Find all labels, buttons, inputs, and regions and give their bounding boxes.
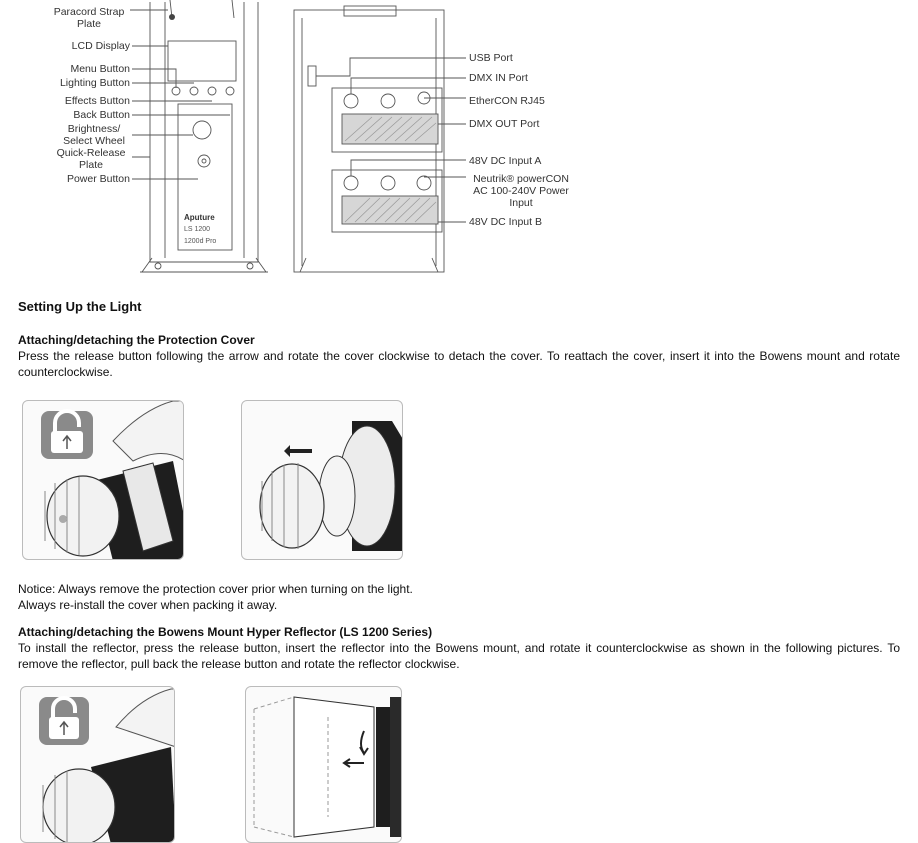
cover-detach-photo-1 (22, 400, 184, 560)
label-48v-dc-input-a: 48V DC Input A (469, 155, 542, 167)
notice-line-1: Notice: Always remove the protection cover prior when turning on the light. (18, 582, 413, 596)
label-back-button: Back Button (73, 109, 130, 121)
brand-model-text: LS 1200 (184, 226, 211, 233)
cover-instructions: Press the release button following the arrow and rotate the cover clockwise to detach the cover. To reattach the cover, insert it into the Bowens mount and rotate counterclockwise. (18, 349, 900, 379)
label-quick-release-plate: Quick-Release Plate (56, 147, 126, 171)
label-brightness-select-wheel: Brightness/ Select Wheel (63, 123, 125, 147)
label-48v-dc-input-b: 48V DC Input B (469, 216, 542, 228)
control-box-diagram (0, 0, 918, 280)
reflector-attach-photo-2 (245, 686, 402, 843)
label-menu-button: Menu Button (70, 63, 130, 75)
label-usb-port: USB Port (469, 52, 513, 64)
cover-detach-photo-2 (241, 400, 403, 560)
reflector-instructions: To install the reflector, press the release button, insert the reflector into the Bowens mount, and rotate it counterclockwise as shown in the following pictures. To remove the reflector, pull back the release button and rotate the reflector clockwise. (18, 641, 900, 671)
brand-variant-text: 1200d Pro (184, 238, 217, 245)
notice-line-2: Always re-install the cover when packing it away. (18, 598, 278, 612)
label-power-button: Power Button (66, 173, 130, 185)
label-lighting-button: Lighting Button (59, 77, 130, 89)
label-dmx-in-port: DMX IN Port (469, 72, 528, 84)
cover-heading: Attaching/detaching the Protection Cover (18, 333, 255, 347)
reflector-heading: Attaching/detaching the Bowens Mount Hyper Reflector (LS 1200 Series) (18, 625, 433, 639)
section-title: Setting Up the Light (18, 299, 142, 314)
control-box-drawing (0, 0, 918, 280)
label-ethercon-rj45: EtherCON RJ45 (469, 95, 545, 107)
label-powercon-input: Neutrik® powerCON AC 100-240V Power Input (473, 173, 569, 209)
reflector-attach-photo-1 (20, 686, 175, 843)
label-effects-button: Effects Button (64, 95, 130, 107)
label-lcd-display: LCD Display (71, 40, 130, 52)
brand-logo-text: Aputure (184, 213, 215, 222)
label-paracord-strap-plate: Paracord Strap Plate (53, 6, 125, 30)
label-dmx-out-port: DMX OUT Port (469, 118, 540, 130)
